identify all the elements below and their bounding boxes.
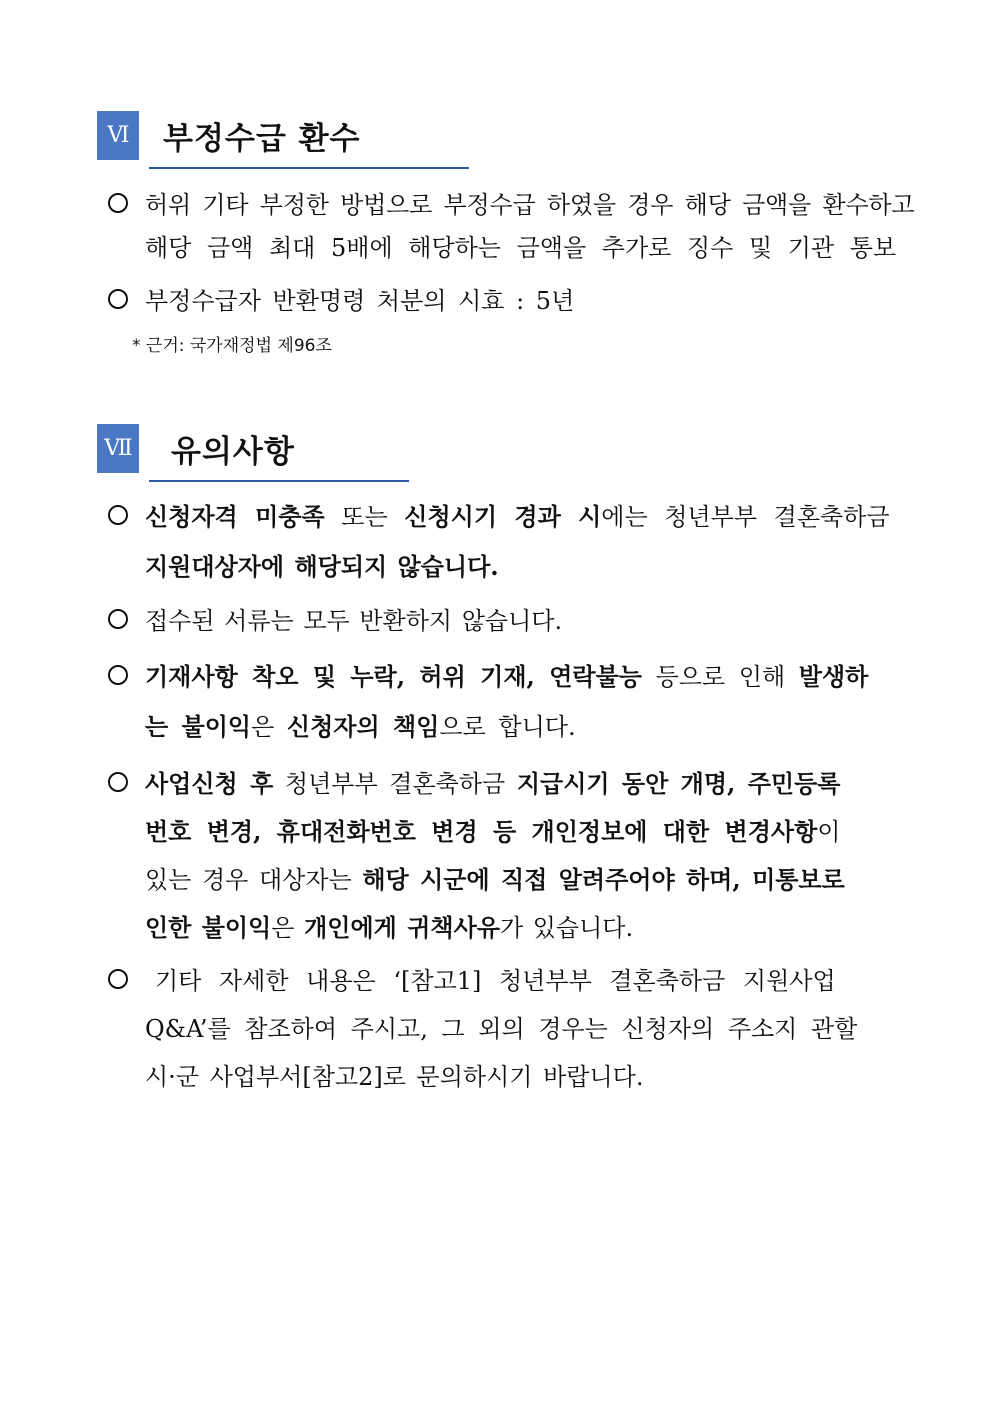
section-title: 부정수급 환수 xyxy=(163,121,361,157)
body-text: 에는 청년부부 결혼축하금 xyxy=(601,503,890,531)
body-text: 있는 경우 대상자는 xyxy=(145,866,363,894)
list-item-text: 부정수급자 반환명령 처분의 시효 : 5년 xyxy=(145,287,575,315)
emphasis-text: 번호 변경, 휴대전화번호 변경 등 개인정보에 대한 변경사항 xyxy=(145,817,818,846)
hollow-circle-bullet-icon xyxy=(108,609,128,629)
body-text: 은 xyxy=(271,914,305,942)
list-item-line xyxy=(145,547,499,582)
list-item-line xyxy=(155,961,836,996)
list-item-line xyxy=(145,707,576,742)
list-item-line xyxy=(145,812,840,847)
list-item-line xyxy=(145,764,840,799)
list-item-text: 허위 기타 부정한 방법으로 부정수급 하였을 경우 해당 금액을 환수하고 xyxy=(145,191,915,219)
body-text: 기타 자세한 내용은 ‘[참고1] 청년부부 결혼축하금 지원사업 xyxy=(155,967,836,995)
emphasis-text: 발생하 xyxy=(798,662,869,691)
hollow-circle-bullet-icon xyxy=(108,772,128,792)
list-item-line xyxy=(145,908,633,943)
emphasis-text: 지원대상자에 해당되지 않습니다. xyxy=(145,552,499,581)
emphasis-text: 는 불이익 xyxy=(145,712,252,741)
emphasis-text: 개인에게 귀책사유 xyxy=(304,913,500,942)
body-text: 또는 xyxy=(324,503,405,531)
list-item-text: 해당 금액 최대 5배에 해당하는 금액을 추가로 징수 및 기관 통보 xyxy=(145,234,897,262)
title-underline xyxy=(149,167,469,169)
section-number-badge: Ⅶ xyxy=(97,424,139,473)
hollow-circle-bullet-icon xyxy=(108,665,128,685)
body-text: Q&A’를 참조하여 주시고, 그 외의 경우는 신청자의 주소지 관할 xyxy=(145,1015,858,1043)
body-text: 청년부부 결혼축하금 xyxy=(273,770,517,798)
section-title: 유의사항 xyxy=(171,434,295,470)
list-item-line xyxy=(145,657,868,692)
list-item-line xyxy=(145,601,562,636)
hollow-circle-bullet-icon xyxy=(108,969,128,989)
list-item-line xyxy=(145,1009,857,1044)
section-number-badge: Ⅵ xyxy=(97,111,139,160)
list-item-line xyxy=(145,1057,643,1092)
footnote: * 근거: 국가재정법 제96조 xyxy=(132,336,332,356)
emphasis-text: 지급시기 동안 개명, 주민등록 xyxy=(516,769,841,798)
hollow-circle-bullet-icon xyxy=(108,505,128,525)
body-text: 접수된 서류는 모두 반환하지 않습니다. xyxy=(145,607,563,635)
emphasis-text: 신청시기 경과 시 xyxy=(404,502,602,531)
emphasis-text: 사업신청 후 xyxy=(145,769,274,798)
emphasis-text: 기재사항 착오 및 누락, 허위 기재, 연락불능 xyxy=(145,662,642,691)
emphasis-text: 인한 불이익 xyxy=(145,913,272,942)
body-text: 은 xyxy=(251,713,287,741)
title-underline xyxy=(149,480,409,482)
body-text: 이 xyxy=(817,818,841,846)
emphasis-text: 신청자의 책임 xyxy=(286,712,440,741)
hollow-circle-bullet-icon xyxy=(108,193,128,213)
list-item-line xyxy=(145,860,845,895)
body-text: 등으로 인해 xyxy=(641,663,799,691)
body-text: 시·군 사업부서[참고2]로 문의하시기 바랍니다. xyxy=(145,1063,644,1091)
body-text: 으로 합니다. xyxy=(439,713,576,741)
body-text: 가 있습니다. xyxy=(499,914,634,942)
list-item-line xyxy=(145,497,890,532)
emphasis-text: 해당 시군에 직접 알려주어야 하며, 미통보로 xyxy=(362,865,845,894)
emphasis-text: 신청자격 미충족 xyxy=(145,502,325,531)
hollow-circle-bullet-icon xyxy=(108,289,128,309)
